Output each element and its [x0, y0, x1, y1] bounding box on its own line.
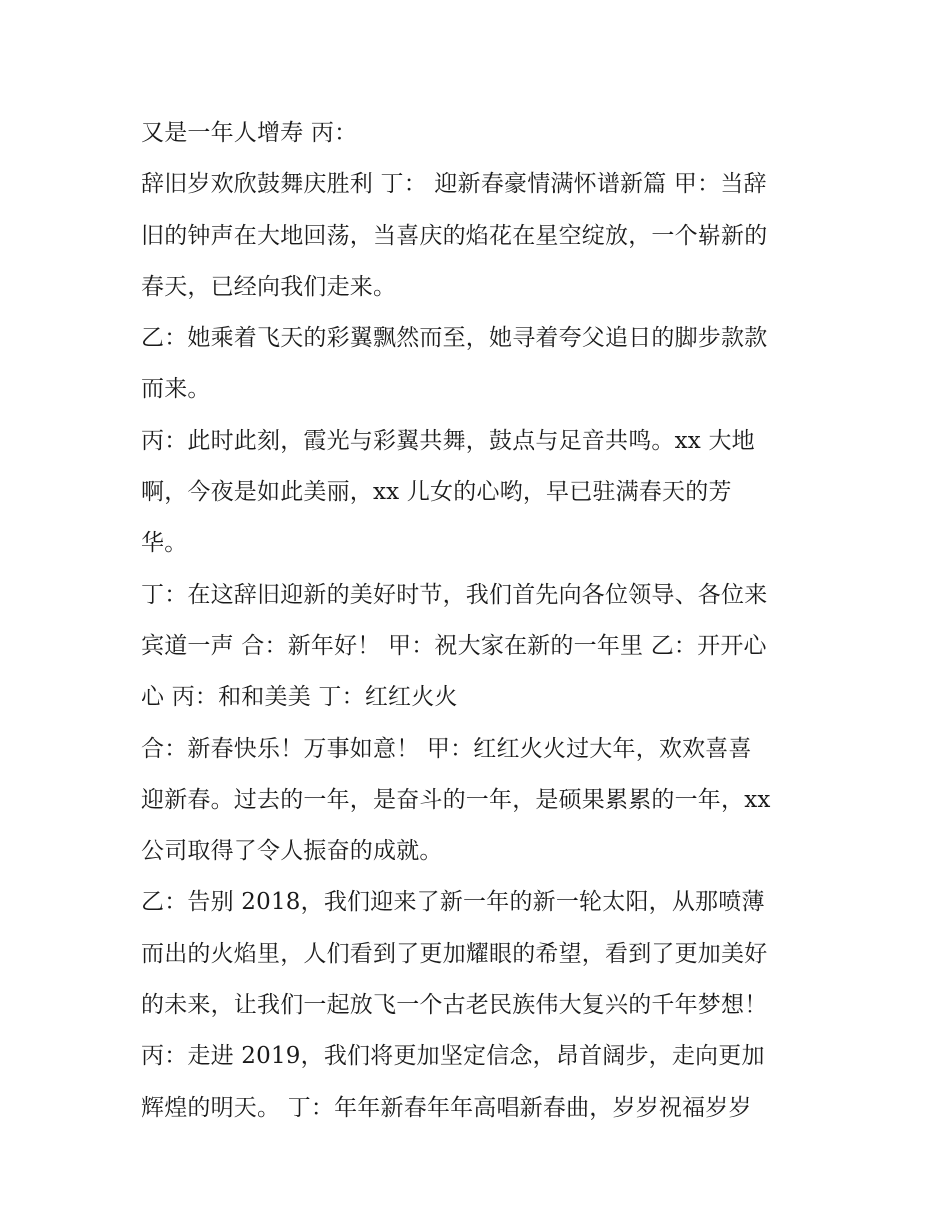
text-line: 宾道一声 合：新年好！ 甲：祝大家在新的一年里 乙：开开心	[141, 632, 767, 659]
text-line: 丁：在这辞旧迎新的美好时节，我们首先向各位领导、各位来	[141, 581, 768, 608]
text-line: 而出的火焰里，人们看到了更加耀眼的希望，看到了更加美好	[141, 940, 768, 967]
text-line: 丙：此时此刻，霞光与彩翼共舞，鼓点与足音共鸣。xx 大地	[141, 427, 755, 454]
text-line: 丙：走进 2019，我们将更加坚定信念，昂首阔步，走向更加	[141, 1043, 765, 1070]
text-line: 的未来，让我们一起放飞一个古老民族伟大复兴的千年梦想！	[141, 992, 768, 1019]
text-line: 啊，今夜是如此美丽，xx 儿女的心哟，早已驻满春天的芳	[141, 479, 732, 506]
text-line: 春天，已经向我们走来。	[141, 273, 397, 300]
text-line: 心 丙：和和美美 丁：红红火火	[141, 684, 458, 711]
text-line: 而来。	[141, 376, 211, 403]
text-line: 乙：告别 2018，我们迎来了新一年的新一轮太阳，从那喷薄	[141, 889, 765, 916]
text-line: 乙：她乘着飞天的彩翼飘然而至，她寻着夸父追日的脚步款款	[141, 325, 768, 352]
text-line: 迎新春。过去的一年，是奋斗的一年，是硕果累累的一年，xx	[141, 786, 771, 813]
text-line: 辞旧岁欢欣鼓舞庆胜利 丁： 迎新春豪情满怀谱新篇 甲：当辞	[141, 171, 767, 198]
document-text-body	[141, 108, 821, 1134]
text-line: 又是一年人增寿 丙：	[141, 120, 358, 146]
text-line: 合：新春快乐！万事如意！ 甲：红红火火过大年，欢欢喜喜	[141, 735, 752, 762]
text-line: 华。	[141, 530, 188, 557]
text-line: 辉煌的明天。 丁：年年新春年年高唱新春曲，岁岁祝福岁岁	[141, 1094, 752, 1121]
text-line: 旧的钟声在大地回荡，当喜庆的焰花在星空绽放，一个崭新的	[141, 222, 768, 249]
text-line: 公司取得了令人振奋的成就。	[141, 838, 443, 865]
